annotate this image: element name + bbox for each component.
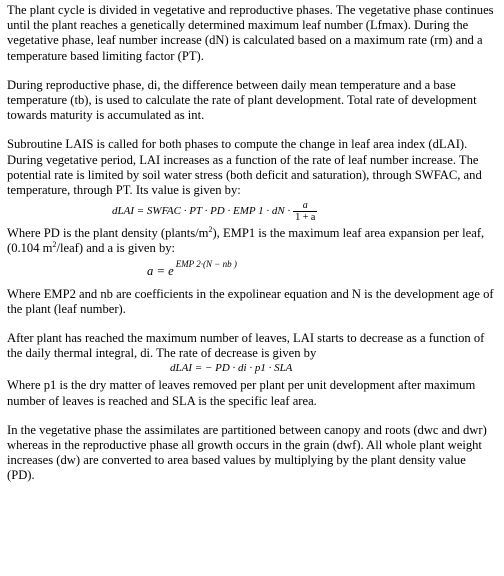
equation-fraction <box>293 200 317 223</box>
paragraph-emp2: Where EMP2 and nb are coefficients in the expolinear equation and N is the development age of the plant (leaf number). <box>7 286 494 316</box>
equation-a-base: a = e <box>147 264 174 279</box>
equation-a-exponential <box>147 257 494 287</box>
paragraph-partitioning: In the vegetative phase the assimilates are partitioned between canopy and roots (dwc and dwr) whereas in the reproductive phase all growth occurs in the grain (dwf). All whole plant weight increases (dw) are converted to area based values by multiplying by the plant density value (PD). <box>7 422 487 483</box>
equation-a-exponent: EMP 2·(N − nb ) <box>175 259 237 270</box>
text-segment: ), EMP1 is the maximum leaf area expansion per leaf, (0.104 m <box>7 226 485 256</box>
superscript: 2 <box>208 225 213 235</box>
equation-dlai-decrease: dLAI = − PD · di · p1 · SLA <box>170 362 293 375</box>
paragraph-plant-cycle: The plant cycle is divided in vegetative and reproductive phases. The vegetative phase continues until the plant reaches a genetically determined maximum leaf number (Lfmax). During the vegetative phase, leaf number increase (dN) is calculated based on a maximum rate (rm) and a temperature based limiting factor (PT). <box>7 3 494 63</box>
paragraph-lai-decrease: After plant has reached the maximum number of leaves, LAI starts to decrease as a function of the daily thermal integral, di. The rate of decrease is given by <box>7 331 485 361</box>
text-segment: Where PD is the plant density (plants/m <box>7 226 209 241</box>
fraction-numerator: a <box>302 199 308 211</box>
superscript: 2 <box>52 240 57 250</box>
paragraph-p1-definition: Where p1 is the dry matter of leaves removed per plant per unit development after maximum number of leaves is reached and SLA is the specific leaf area. <box>7 378 476 408</box>
equation-dlai-lhs: dLAI = SWFAC · PT · PD · EMP 1 · dN · <box>112 204 291 217</box>
fraction-denominator: 1 + a <box>295 211 316 223</box>
text-segment: /leaf) and a is given by: <box>56 241 176 256</box>
paragraph-lais: Subroutine LAIS is called for both phases to compute the change in leaf area index (dLAI). During vegetative period, LAI increases as a function of the rate of leaf number increase. The potential rate is limited by soil water stress (both deficit and saturation), through SWFAC, and temperature, through PT. Its value is given by: <box>7 137 482 198</box>
equation-dlai-vegetative <box>112 196 494 226</box>
paragraph-reproductive-phase: During reproductive phase, di, the difference between daily mean temperature and a base temperature (tb), is used to calculate the rate of plant development. Total rate of development towards maturity is accumulated as int. <box>7 77 477 123</box>
paragraph-plant-density <box>7 226 494 256</box>
